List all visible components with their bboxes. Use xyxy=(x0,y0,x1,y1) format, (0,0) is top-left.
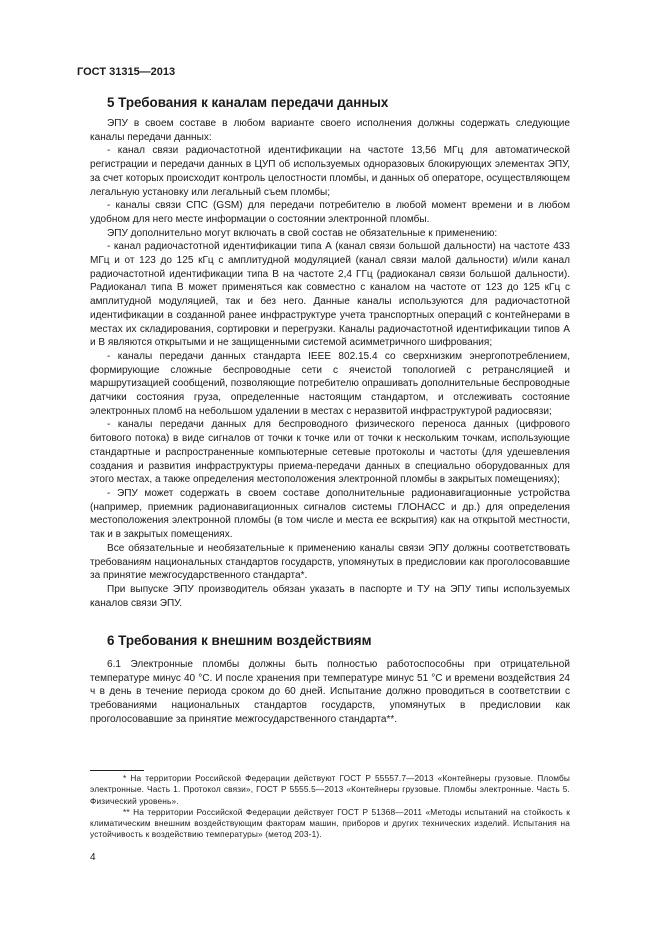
paragraph: - канал связи радиочастотной идентификации на частоте 13,56 МГц для автоматической регистрации и передачи данных в ЦУП об используемых одноразовых блокирующих элементах ЭПУ, за счет которых происходит контроль целостности пломбы, и данных об операторе, осуществляющем легальную установку или легальный съем пломбы; xyxy=(90,145,570,198)
footnote-divider xyxy=(90,770,144,771)
section-5-heading: 5 Требования к каналам передачи данных xyxy=(107,95,389,110)
paragraph: - каналы передачи данных для беспроводного физического переноса данных (цифрового битового потока) в виде сигналов от точки к точке или от точки к нескольким точкам, использующие стандартные и распространенные компьютерные сетевые протоколы и частоты (для удешевления создания и развития инфраструктуры приема-передачи данных в специально оборудованных для этого местах, а также определения местоположения электронной пломбы в закрытых помещениях); xyxy=(90,419,570,486)
document-header: ГОСТ 31315—2013 xyxy=(77,66,176,78)
paragraph: ЭПУ в своем составе в любом варианте своего исполнения должны содержать следующие каналы передачи данных: xyxy=(90,118,570,143)
paragraph: - каналы передачи данных стандарта IEEE 802.15.4 со сверхнизким энергопотреблением, формирующие сложные беспроводные сети с ячеистой топологией с ретрансляцией и маршрутизацией сообщений, позволяющие потребителю опрашивать дополнительные беспроводные датчики состояния груза, определенные настоящим стандартом, и отслеживать состояние электронных пломб на небольшом удалении в местах с неразвитой инфраструктурой радиосвязи; xyxy=(90,350,570,417)
footnotes xyxy=(90,773,570,841)
paragraph: - ЭПУ может содержать в своем составе дополнительные радионавигационные устройства (например, приемник радионавигационных сигналов системы ГЛОНАСС и др.) для определения местоположения электронной пломбы (в том числе и места ее вскрытия) как на открытой местности, так и в закрытых помещениях. xyxy=(90,487,570,541)
paragraph: При выпуске ЭПУ производитель обязан указать в паспорте и ТУ на ЭПУ типы используемых каналов связи ЭПУ. xyxy=(90,583,570,609)
paragraph: 6.1 Электронные пломбы должны быть полностью работоспособны при отрицательной температуре минус 40 °С. И после хранения при температуре минус 51 °С и времени воздействия 24 ч в день в течение периода сроком до 60 дней. Испытание должно проводиться в соответствии с требованиями национальных стандартов государств, упомянутых в предисловии как проголосовавшие за принятие межгосударственного стандарта**. xyxy=(90,659,570,725)
paragraph: - каналы связи СПС (GSM) для передачи потребителю в любой момент времени и в любом удобном для него месте информации о состоянии электронной пломбы. xyxy=(90,200,570,225)
page-number: 4 xyxy=(90,852,96,863)
footnote: ** На территории Российской Федерации действует ГОСТ Р 51368—2011 «Методы испытаний на стойкость к климатическим внешним воздействующим факторам машин, приборов и других технических изделий. Испытания на устойчивость к воздействию температуры» (метод 203-1). xyxy=(90,806,570,840)
paragraph: Все обязательные и необязательные к применению каналы связи ЭПУ должны соответствовать требованиям национальных стандартов государств, упомянутых в предисловии как проголосовавшие за принятие межгосударственного стандарта*. xyxy=(90,542,570,582)
paragraph: ЭПУ дополнительно могут включать в свой состав не обязательные к применению: xyxy=(107,227,498,239)
paragraph: - канал радиочастотной идентификации типа А (канал связи большой дальности) на частоте 433 МГц и от 123 до 125 кГц с амплитудной модуляцией (канал связи малой дальности) и/или канал радиочастотной идентификации типа В на частоте 2,4 ГГц (радиоканал связи большой дальности). Радиоканал типа В может применяться как совместно с каналом на частоте от 123 до 125 кГц с амплитудной модуляцией, так и без него. Данные каналы используются для радиочастотной идентификации в созданной ранее инфраструктуре учета транспортных операций с контейнерами в местах их складирования, сортировки и перегрузки. Каналы радиочастотной идентификации типов А и В являются открытыми и не защищенными системой асимметричного шифрования; xyxy=(90,241,570,349)
footnote: * На территории Российской Федерации действуют ГОСТ Р 55557.7—2013 «Контейнеры грузовые. Пломбы электронные. Часть 1. Протокол связи», ГОСТ Р 5555.5—2013 «Контейнеры грузовые. Пломбы электронные. Часть 5. Физический уровень». xyxy=(90,773,570,806)
section-6-heading: 6 Требования к внешним воздействиям xyxy=(107,633,372,648)
section-5-body xyxy=(90,117,570,610)
section-6-body xyxy=(90,658,570,727)
